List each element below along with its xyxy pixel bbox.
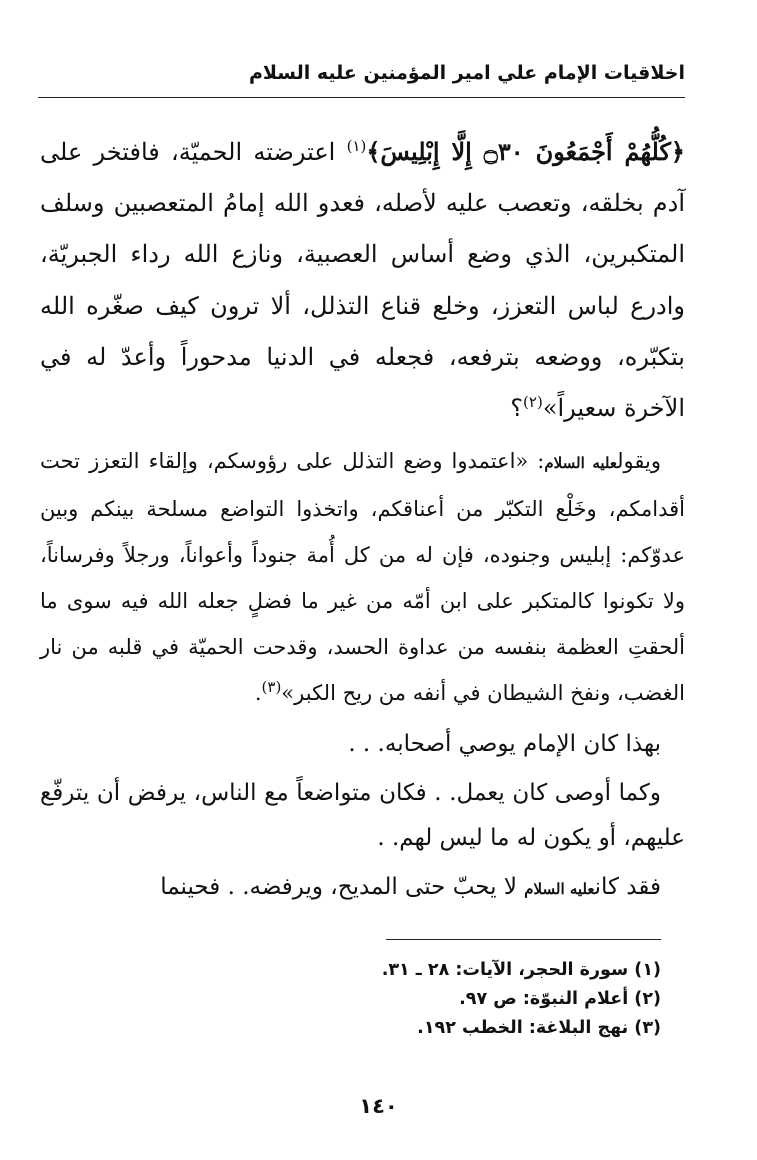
footnote-ref-3: (٣) [261,678,282,697]
header-rule [38,97,685,98]
footnote-ref-2: (٢) [523,393,543,412]
paragraph-4-text: وكما أوصى كان يعمل. . فكان متواضعاً مع الناس، يرفض أن يترفّع عليهم، أو يكون له ما ليس لهم. . [40,780,685,852]
footnote-3: (٣) نهج البلاغة: الخطب ١٩٢. [417,1018,661,1038]
footnote-ref-1: (١) [346,137,367,155]
paragraph-5-text: لا يحبّ حتى المديح، ويرفضه. . فحينما [160,874,525,901]
running-header: اخلاقيات الإمام علي امير المؤمنين عليه السلام [248,62,685,84]
paragraph-1-tail: ؟ [510,394,524,423]
paragraph-1 [40,126,685,434]
page-number: ١٤٠ [359,1094,398,1118]
paragraph-5 [40,865,685,912]
paragraph-2-lead: ويقول [617,449,661,474]
paragraph-5-lead: فقد كان [594,874,661,901]
paragraph-4 [40,771,685,861]
honorific-ligature: عليه السلام [544,454,618,473]
paragraph-2-text: : «اعتمدوا وضع التذلل على رؤوسكم، وإلقاء التعزز تحت أقدامكم، وخَلْع التكبّر من أعناقكم، واتخذوا التواضع مسلحة بينكم وبين عدوّكم: إبليس وجنوده، فإن له من كل أُمة جنوداً وأعواناً، ورجلاً وفرساناً، ولا تكونوا كالمتكبر على ابن أمّه من غير ما فضلٍ جعله الله فيه سوى ما ألحقتِ العظمة بنفسه من عداوة الحسد، وقدحت الحميّة في قلبه من نار الغضب، ونفخ الشيطان في أنفه من ريح الكبر» [40,449,685,706]
paragraph-2 [40,438,685,716]
body-text [40,126,685,912]
footnote-rule [386,939,661,940]
paragraph-3 [40,722,685,767]
paragraph-3-text: بهذا كان الإمام يوصي أصحابه. . . [348,731,661,758]
honorific-ligature: عليه السلام [524,880,595,899]
footnotes [141,956,661,1043]
paragraph-2-tail: . [254,681,262,706]
footnote-2: (٢) أعلام النبوّة: ص ٩٧. [459,989,661,1009]
paragraph-1-text: اعترضته الحميّة، فافتخر على آدم بخلقه، وتعصب عليه لأصله، فعدو الله إمامُ المتعصبين وسلف المتكبرين، الذي وضع أساس العصبية، ونازع الله رداء الجبريّة، وادرع لباس التعزز، وخلع قناع التذلل، ألا ترون كيف صغّره الله بتكبّره، ووضعه بترفعه، فجعله في الدنيا مدحوراً وأعدّ له في الآخرة سعيراً» [40,138,685,423]
footnote-1: (١) سورة الحجر، الآيات: ٢٨ ـ ٣١. [381,960,661,980]
quran-verse: ﴿كُلُّهُمْ أَجْمَعُونَ ۝٣٠ إِلَّا إِبْلِيسَ﴾ [366,137,685,166]
